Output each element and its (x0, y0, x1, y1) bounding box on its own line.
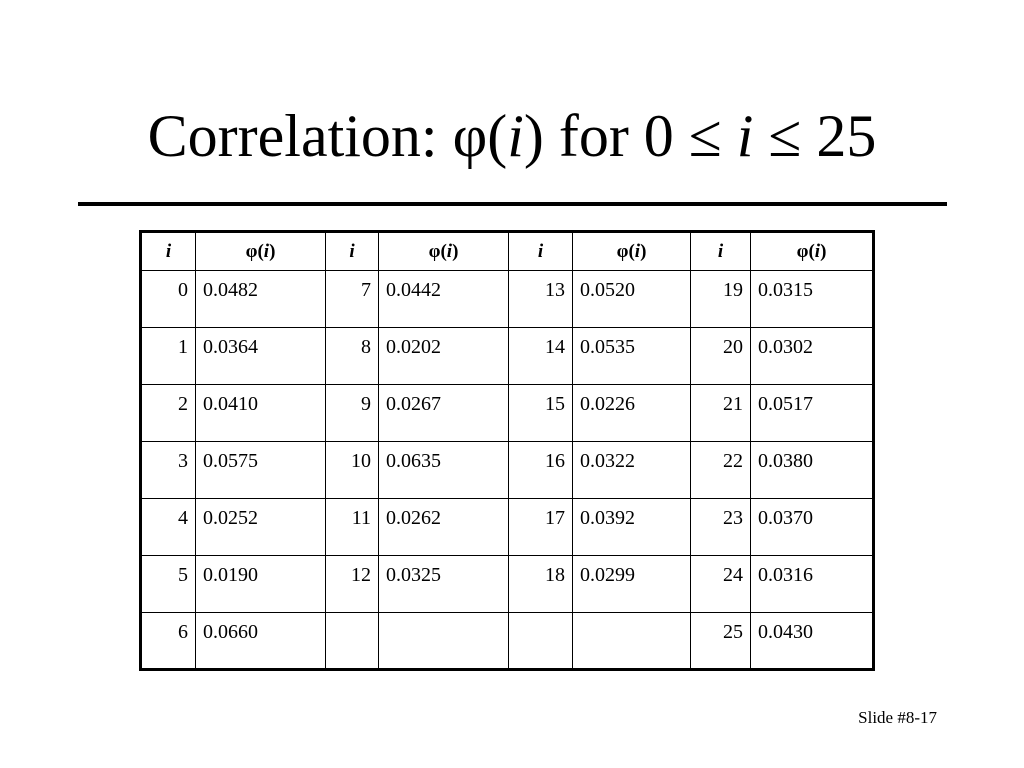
index-cell: 20 (691, 328, 751, 385)
phi-value-cell: 0.0635 (379, 442, 509, 499)
title-underline (78, 202, 947, 206)
index-cell (509, 613, 573, 670)
index-cell: 4 (141, 499, 196, 556)
index-cell: 13 (509, 271, 573, 328)
table-header-row (141, 232, 874, 271)
phi-value-cell: 0.0252 (196, 499, 326, 556)
phi-value-cell: 0.0262 (379, 499, 509, 556)
table-row (141, 556, 874, 613)
index-cell: 12 (326, 556, 379, 613)
table-row (141, 385, 874, 442)
table-row (141, 499, 874, 556)
index-cell: 24 (691, 556, 751, 613)
phi-value-cell: 0.0442 (379, 271, 509, 328)
phi-value-cell: 0.0575 (196, 442, 326, 499)
header-phi: φ(i) (196, 232, 326, 271)
table-row (141, 613, 874, 670)
index-cell: 19 (691, 271, 751, 328)
table-row (141, 442, 874, 499)
index-cell: 5 (141, 556, 196, 613)
phi-value-cell: 0.0517 (751, 385, 874, 442)
phi-value-cell: 0.0520 (573, 271, 691, 328)
header-index: i (141, 232, 196, 271)
index-cell: 8 (326, 328, 379, 385)
index-cell: 22 (691, 442, 751, 499)
index-cell: 0 (141, 271, 196, 328)
header-index: i (691, 232, 751, 271)
title-prefix: Correlation: φ( (147, 103, 508, 169)
phi-value-cell: 0.0315 (751, 271, 874, 328)
phi-value-cell: 0.0302 (751, 328, 874, 385)
index-cell: 14 (509, 328, 573, 385)
title-middle: ) for 0 ≤ (523, 103, 737, 169)
phi-value-cell: 0.0535 (573, 328, 691, 385)
title-var-i-2: i (736, 103, 754, 169)
phi-value-cell: 0.0325 (379, 556, 509, 613)
header-phi: φ(i) (751, 232, 874, 271)
index-cell: 6 (141, 613, 196, 670)
index-cell: 17 (509, 499, 573, 556)
phi-value-cell: 0.0482 (196, 271, 326, 328)
phi-value-cell (379, 613, 509, 670)
phi-value-cell: 0.0392 (573, 499, 691, 556)
header-phi: φ(i) (573, 232, 691, 271)
phi-value-cell: 0.0410 (196, 385, 326, 442)
index-cell: 25 (691, 613, 751, 670)
phi-value-cell: 0.0660 (196, 613, 326, 670)
index-cell: 18 (509, 556, 573, 613)
index-cell: 10 (326, 442, 379, 499)
phi-value-cell: 0.0190 (196, 556, 326, 613)
phi-value-cell (573, 613, 691, 670)
phi-value-cell: 0.0430 (751, 613, 874, 670)
slide-number: Slide #8-17 (858, 708, 937, 727)
phi-value-cell: 0.0322 (573, 442, 691, 499)
phi-value-cell: 0.0299 (573, 556, 691, 613)
header-index: i (326, 232, 379, 271)
index-cell: 2 (141, 385, 196, 442)
phi-value-cell: 0.0364 (196, 328, 326, 385)
index-cell: 7 (326, 271, 379, 328)
phi-value-cell: 0.0202 (379, 328, 509, 385)
index-cell: 23 (691, 499, 751, 556)
index-cell: 11 (326, 499, 379, 556)
header-index: i (509, 232, 573, 271)
phi-value-cell: 0.0316 (751, 556, 874, 613)
index-cell: 15 (509, 385, 573, 442)
index-cell: 9 (326, 385, 379, 442)
phi-value-cell: 0.0370 (751, 499, 874, 556)
title-var-i: i (507, 103, 524, 169)
index-cell: 1 (141, 328, 196, 385)
index-cell: 16 (509, 442, 573, 499)
correlation-table (139, 230, 875, 671)
table-row (141, 328, 874, 385)
phi-value-cell: 0.0380 (751, 442, 874, 499)
phi-value-cell: 0.0267 (379, 385, 509, 442)
table-row (141, 271, 874, 328)
header-phi: φ(i) (379, 232, 509, 271)
index-cell (326, 613, 379, 670)
slide-title (0, 96, 1024, 176)
phi-value-cell: 0.0226 (573, 385, 691, 442)
index-cell: 21 (691, 385, 751, 442)
title-suffix: ≤ 25 (753, 103, 877, 169)
index-cell: 3 (141, 442, 196, 499)
